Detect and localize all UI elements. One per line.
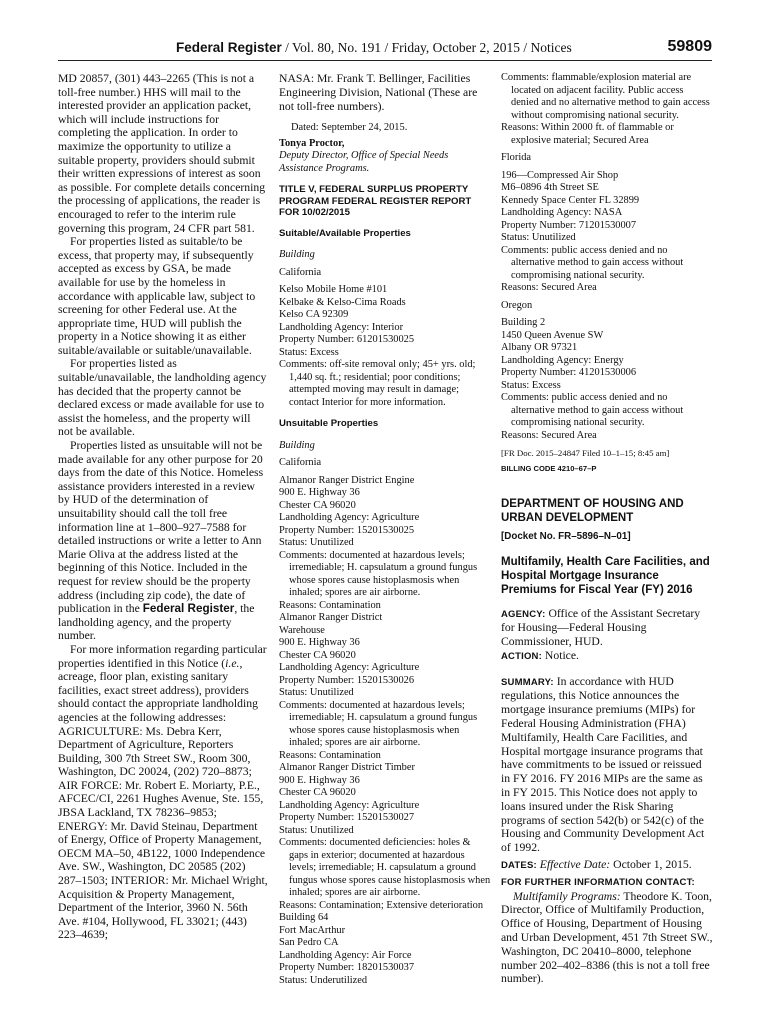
billing-code: BILLING CODE 4210–67–P	[501, 463, 597, 473]
paragraph: For more information regarding particular properties identified in this Notice (i.e., acreage, floor plan, existing sanitary facilities, exact street address), providers should contact the appropriate landholding agencies at the following addresses: AGRICULTURE: Ms. Debra Kerr, Department of Agriculture, Reporters Building, 300 7th Street SW., Room 300, Washington, DC 20024, (202) 720–8873; AIR FORCE: Mr. Robert E. Moriarty, P.E., AFCEC/CI, 2261 Hughes Avenue, Ste. 155, JBSA Lackland, TX 78236–9853; ENERGY: Mr. David Steinau, Department of Energy, Office of Property Management, OECM MA–50, 4B122, 1000 Independence Ave. SW., Washington, DC 20585 (202) 287–1503; INTERIOR: Mr. Michael Wright, Acquisition & Property Management, Department of the Interior, 3960 N. 56th Ave. #104, Hollywood, FL 33021; (443) 223–4639;	[58, 642, 268, 942]
dates-label: DATES:	[501, 860, 537, 872]
report-title: TITLE V, FEDERAL SURPLUS PROPERTY PROGRAM FEDERAL REGISTER REPORT FOR 10/02/2015	[279, 184, 472, 219]
continued-reasons: Reasons: Within 2000 ft. of flammable or explosive material; Secured Area	[501, 122, 674, 146]
property-entry: 196—Compressed Air Shop M6–0896 4th Street SE Kennedy Space Center FL 32899 Landholding Agency: NASA Property Number: 71201530007 Status: Unutilized Comments: public access denied and no alternative method to gain access without compromising national security. Reasons: Secured Area	[501, 169, 684, 293]
contact-block	[501, 875, 713, 890]
state-heading: California	[279, 457, 322, 469]
issue-info: / Vol. 80, No. 191 / Friday, October 2, 2015 / Notices	[285, 40, 572, 55]
signer-title: Deputy Director, Office of Special Needs Assistance Programs.	[279, 150, 449, 174]
summary-label: SUMMARY:	[501, 676, 554, 688]
fr-doc-line: [FR Doc. 2015–24847 Filed 10–1–15; 8:45 am]	[501, 448, 670, 458]
page-header	[58, 38, 712, 61]
state-heading: Oregon	[501, 299, 533, 311]
docket-number: [Docket No. FR–5896–N–01]	[501, 531, 631, 542]
dated-line: Dated: September 24, 2015.	[291, 122, 408, 134]
unsuitable-heading: Unsuitable Properties	[279, 418, 379, 430]
agency-block: AGENCY: Office of the Assistant Secretary for Housing—Federal Housing Commissioner, HUD.	[501, 606, 701, 649]
column-2	[279, 72, 491, 987]
notice-title: Multifamily, Health Care Facilities, and Hospital Mortgage Insurance Premiums for Fiscal Year (FY) 2016	[501, 555, 710, 596]
nasa-contact: NASA: Mr. Frank T. Bellinger, Facilities Engineering Division, National (These are not toll-free numbers).	[279, 72, 478, 113]
paragraph: For properties listed as suitable/unavailable, the landholding agency has decided that the property cannot be declared excess or made available for use to assist the homeless, and the property will not be available.	[58, 357, 267, 439]
property-entry: Building 2 1450 Queen Avenue SW Albany OR 97321 Landholding Agency: Energy Property Number: 41201530006 Status: Excess Comments: public access denied and no alternative method to gain access without compromising national security. Reasons: Secured Area	[501, 317, 684, 441]
running-head	[176, 40, 572, 56]
category-building: Building	[279, 439, 315, 451]
property-entry: Almanor Ranger District Timber 900 E. Highway 36 Chester CA 96020 Landholding Agency: Agriculture Property Number: 15201530027 Status: Unutilized Comments: documented deficiencies: holes & gaps in exterior; documented at hazardous levels; irremediable; H. capsulatum a ground fungus whose spores cause histoplasmosis when inhaled; spores are air airborne. Reasons: Contamination; Extensive deterioration	[279, 762, 491, 911]
property-entry: Building 64 Fort MacArthur San Pedro CA Landholding Agency: Air Force Property Number: 18201530037 Status: Underutilized	[279, 912, 415, 986]
dates-block: DATES: Effective Date: October 1, 2015.	[501, 858, 692, 872]
contact-label: FOR FURTHER INFORMATION CONTACT:	[501, 876, 695, 888]
summary-block: SUMMARY: In accordance with HUD regulations, this Notice announces the mortgage insurance premiums (MIPs) for Federal Housing Administration (FHA) Multifamily, Health Care Facilities, and Hospital mortgage insurance programs that have commitments to be issued or reissued in FY 2016. FY 2016 MIPs are the same as in FY 2015. This Notice does not apply to loans insured under the Risk Sharing programs of section 542(b) or 542(c) of the Housing and Community Development Act of 1992.	[501, 674, 705, 855]
page-number: 59809	[667, 38, 712, 55]
multifamily-contact: Multifamily Programs: Theodore K. Toon, Director, Office of Multifamily Production, Office of Housing, Department of Housing and Urban Development, 451 7th Street SW., Washington, DC 20410–8000, telephone number 202–402–8386 (this is not a toll free number).	[501, 889, 713, 986]
state-heading: Florida	[501, 152, 532, 163]
suitable-heading: Suitable/Available Properties	[279, 227, 411, 239]
property-entry: Almanor Ranger District Warehouse 900 E. Highway 36 Chester CA 96020 Landholding Agency: Agriculture Property Number: 15201530026 Status: Unutilized Comments: documented at hazardous levels; irremediable; H. capsulatum a ground fungus whose spores cause histoplasmosis when inhaled; spores are air airborne. Reasons: Contamination	[279, 612, 478, 761]
column-1	[58, 72, 268, 942]
action-block: ACTION: Notice.	[501, 648, 579, 662]
action-label: ACTION:	[501, 650, 542, 662]
agency-label: AGENCY:	[501, 608, 546, 620]
paragraph: For properties listed as suitable/to be excess, that property may, if subsequently accepted as excess by GSA, be made available for use by the homeless in accordance with applicable law, subject to screening for other Federal use. At the appropriate time, HUD will publish the property in a Notice showing it as either suitable/available or suitable/unavailable.	[58, 235, 256, 357]
journal-name: Federal Register	[176, 40, 282, 55]
paragraph: MD 20857, (301) 443–2265 (This is not a toll-free number.) HHS will mail to the interested provider an application packet, which will include instructions for completing the application. In order to maximize the opportunity to utilize a suitable property, providers should submit their written expressions of interest as soon as possible. For complete details concerning the processing of applications, the reader is encouraged to refer to the interim rule governing this program, 24 CFR part 581.	[58, 72, 266, 235]
column-3	[501, 72, 713, 986]
property-entry: Almanor Ranger District Engine 900 E. Highway 36 Chester CA 96020 Landholding Agency: Agriculture Property Number: 15201530025 Status: Unutilized Comments: documented at hazardous levels; irremediable; H. capsulatum a ground fungus whose spores cause histoplasmosis when inhaled; spores are air airborne. Reasons: Contamination	[279, 474, 478, 611]
signer-name: Tonya Proctor,	[279, 137, 345, 149]
continued-comments: Comments: flammable/explosion material are located on adjacent facility. Public access denied and no alternative method to gain access without compromising national security.	[501, 72, 710, 121]
property-entry: Kelso Mobile Home #101 Kelbake & Kelso-Cima Roads Kelso CA 92309 Landholding Agency: Interior Property Number: 61201530025 Status: Excess Comments: off-site removal only; 45+ yrs. old; 1,440 sq. ft.; residential; poor conditions; attempted moving may result in damage; contact Interior for more information.	[279, 284, 476, 408]
paragraph: Properties listed as unsuitable will not be made available for any other purpose for 20 days from the date of this Notice. Homeless assistance providers interested in a review by HUD of the determination of unsuitability should call the toll free information line at 1–800–927–7588 for detailed instructions or write a letter to Ann Marie Oliva at the address listed at the beginning of this Notice. Included in the request for review should be the property address (including zip code), the date of publication in the Federal Register, the landholding agency, and the property number.	[58, 439, 264, 643]
federal-register-ref: Federal Register	[142, 602, 235, 616]
category-building: Building	[279, 249, 315, 261]
state-heading: California	[279, 266, 322, 278]
department-heading: DEPARTMENT OF HOUSING AND URBAN DEVELOPMENT	[501, 498, 684, 524]
